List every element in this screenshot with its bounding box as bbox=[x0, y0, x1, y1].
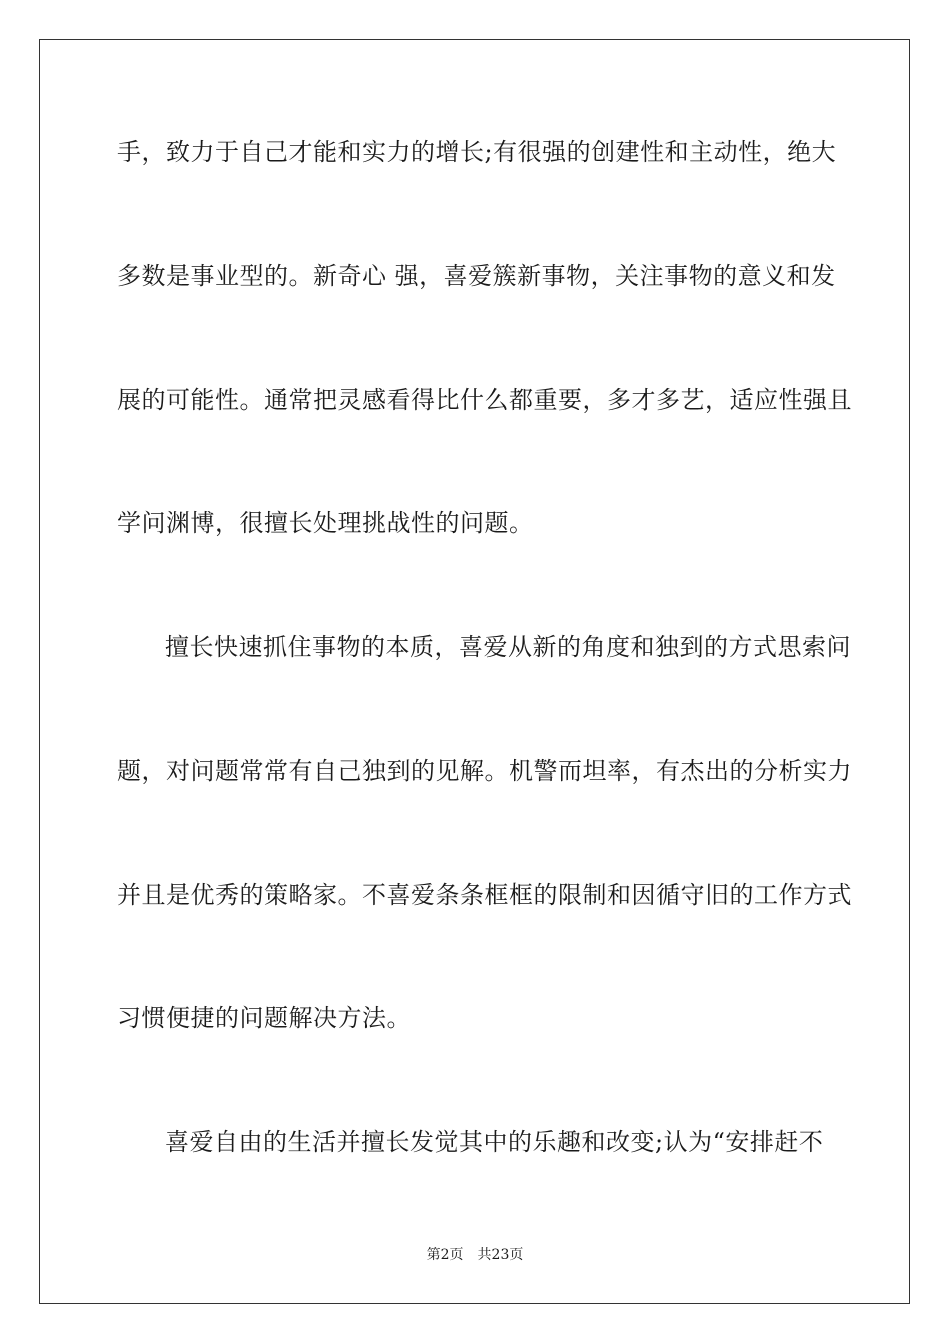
page-number: 第2页 bbox=[426, 1247, 464, 1263]
text-line: 喜爱自由的生活并擅长发觉其中的乐趣和改变;认为“安排赶不 bbox=[165, 1128, 824, 1156]
text-line: 并且是优秀的策略家。不喜爱条条框框的限制和因循守旧的工作方式 bbox=[117, 881, 852, 909]
text-line: 擅长快速抓住事物的本质，喜爱从新的角度和独到的方式思索问 bbox=[165, 633, 851, 661]
text-line: 习惯便捷的问题解决方法。 bbox=[117, 1004, 411, 1032]
page-border bbox=[39, 39, 910, 1304]
total-pages: 共23页 bbox=[477, 1247, 524, 1263]
text-line: 手，致力于自己才能和实力的增长;有很强的创建性和主动性，绝大 bbox=[117, 138, 837, 166]
page-footer bbox=[0, 1245, 950, 1265]
text-line: 展的可能性。通常把灵感看得比什么都重要，多才多艺，适应性强且 bbox=[117, 386, 852, 414]
text-line: 学问渊博，很擅长处理挑战性的问题。 bbox=[117, 509, 534, 537]
text-line: 多数是事业型的。新奇心 强，喜爱簇新事物，关注事物的意义和发 bbox=[117, 262, 836, 290]
text-line: 题，对问题常常有自己独到的见解。机警而坦率，有杰出的分析实力 bbox=[117, 757, 852, 785]
